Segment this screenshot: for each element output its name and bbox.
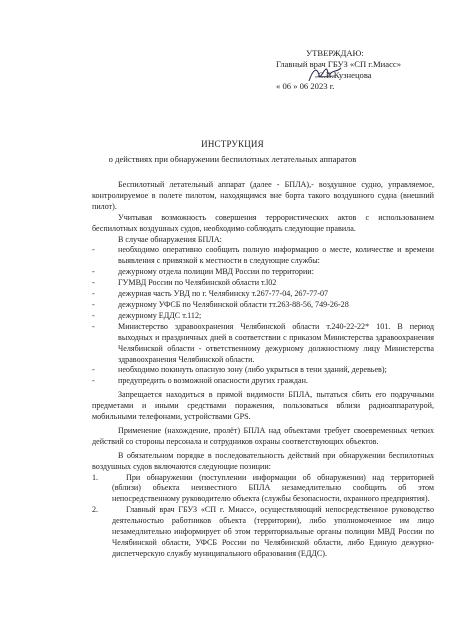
list-item: - необходимо оперативно сообщить полную информацию о месте, количестве и времени выявления с привязкой к местности в следующие службы: <box>92 245 434 266</box>
paragraph-application: Применение (нахождение, пролёт) БПЛА над объектами требует своевременных четких действий со стороны персонала и сотрудников охраны соответствующих объектов. <box>92 425 434 446</box>
list-item: - необходимо покинуть опасную зону (либо укрыться в тени зданий, деревьев); <box>92 365 387 375</box>
paragraph-rules: Учитывая возможность совершения террористических актов с использованием беспилотных воздушных судов, необходимо соблюдать следующие правила. <box>92 212 434 233</box>
document-subtitle: о действиях при обнаружении беспилотных летательных аппаратов <box>108 154 357 164</box>
list-item: - дежурному УФСБ по Челябинской области тт.263-88-56, 749-26-28 <box>92 299 349 309</box>
list-item: - ГУМВД России по Челябинской области т.l02 <box>92 278 277 288</box>
paragraph-prohibition: Запрещается находиться в прямой видимости БПЛА, пытаться сбить его подручными предметами и иными средствами поражения, пользоваться вблизи радиоаппаратурой, мобильными телефонами, устройствами GPS. <box>92 390 434 422</box>
document-title: ИНСТРУКЦИЯ <box>201 139 264 149</box>
list-item: - дежурная часть УВД по г. Челябинску т.267-77-04, 267-77-07 <box>92 289 329 299</box>
paragraph-definition: Беспилотный летательный аппарат (далее - БПЛА),- воздушное судно, управляемое, контролируемое в полете пилотом, находящимся вне борта такого воздушного судна (внешний пилот). <box>92 180 434 211</box>
approval-block <box>276 48 456 92</box>
numbered-item: 1. При обнаружении (поступлении информации об обнаружении) над территорией (вблизи) объекта неизвестного БПЛА незамедлительно сообщить об этом непосредственному руководителю объекта (службы безопасности, охранного предприятия). <box>92 472 434 504</box>
list-item: - Министерство здравоохранения Челябинской области т.240-22-22* 101. В период выходных и праздничных дней в соответствии с приказом Министерства здравоохранения Челябинской области - ответственному дежурному должностному лицу Министерства здравоохранения Челябинской области. <box>92 321 434 364</box>
list-item: - предупредить о возможной опасности других граждан. <box>92 376 308 386</box>
signature-mark <box>307 63 343 87</box>
approval-date: « 06 » 06 2023 г. <box>276 81 335 91</box>
list-item: - дежурному ЕДДС т.112; <box>92 310 202 320</box>
approval-name: С.В.Кузнецова <box>318 70 372 80</box>
approval-position: Главный врач ГБУЗ «СП г.Миасс» <box>276 59 401 69</box>
numbered-item: 2. Главный врач ГБУЗ «СП г. Миасс», осуществляющий непосредственное руководство деятельностью работников объекта (территории), либо уполномоченное им лицо незамедлительно информирует об этом территориальные органы полиции МВД России по Челябинской области, УФСБ России по Челябинской области, либо Единую дежурно-диспетчерскую службу муниципального образования (ЕДДС). <box>92 505 434 558</box>
list-item: - дежурному отдела полиции МВД России по территории: <box>92 267 314 277</box>
approval-heading: УТВЕРЖДАЮ: <box>306 48 364 58</box>
paragraph-case: В случае обнаружения БПЛА: <box>118 234 222 244</box>
document-body <box>92 180 434 560</box>
paragraph-procedure: В обязательном порядке в последовательность действий при обнаружении беспилотных воздушных судов включаются следующие позиции: <box>92 450 434 471</box>
